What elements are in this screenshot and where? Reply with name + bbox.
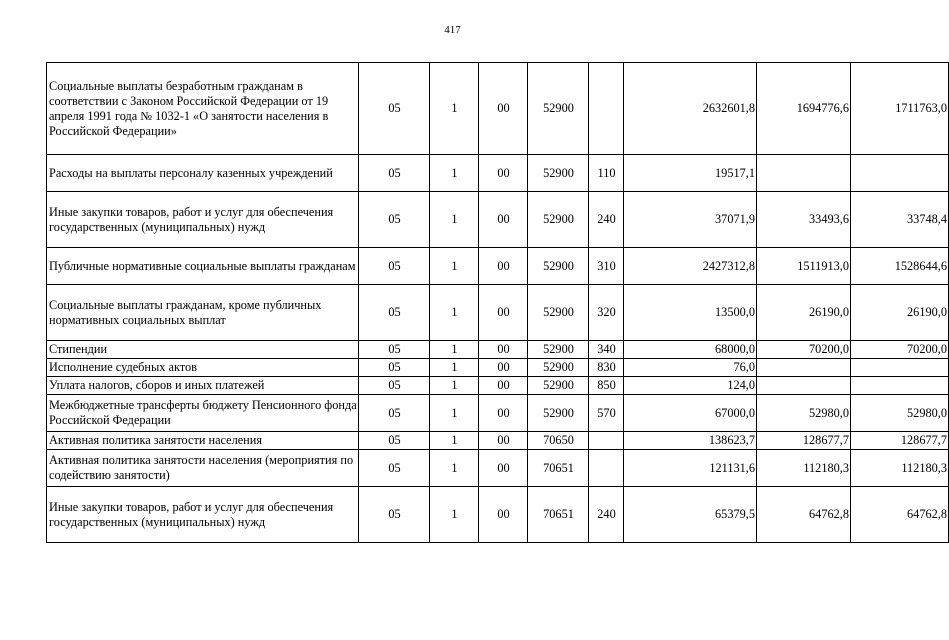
- amount-year-3: 33748,4: [851, 192, 949, 248]
- subsection-code: 1: [430, 341, 479, 359]
- amount-year-1: 65379,5: [624, 487, 757, 543]
- table-row: [47, 377, 949, 395]
- amount-year-2: [757, 377, 851, 395]
- section-code: 05: [359, 63, 430, 155]
- amount-year-1: 68000,0: [624, 341, 757, 359]
- section-code: 05: [359, 248, 430, 285]
- amount-year-1: 67000,0: [624, 395, 757, 432]
- amount-year-2: 1511913,0: [757, 248, 851, 285]
- amount-year-3: [851, 155, 949, 192]
- expense-type: 320: [589, 285, 624, 341]
- amount-year-1: 2632601,8: [624, 63, 757, 155]
- expense-type: 240: [589, 487, 624, 543]
- expense-code: 52900: [528, 359, 589, 377]
- amount-year-2: 26190,0: [757, 285, 851, 341]
- amount-year-3: 128677,7: [851, 432, 949, 450]
- section-code: 05: [359, 450, 430, 487]
- amount-year-1: 138623,7: [624, 432, 757, 450]
- program-code: 00: [479, 432, 528, 450]
- table-row: [47, 395, 949, 432]
- table-row: [47, 192, 949, 248]
- amount-year-2: 52980,0: [757, 395, 851, 432]
- expense-code: 52900: [528, 63, 589, 155]
- amount-year-1: 121131,6: [624, 450, 757, 487]
- subsection-code: 1: [430, 395, 479, 432]
- expense-code: 70651: [528, 450, 589, 487]
- amount-year-1: 19517,1: [624, 155, 757, 192]
- expense-code: 52900: [528, 285, 589, 341]
- subsection-code: 1: [430, 377, 479, 395]
- row-name: Расходы на выплаты персоналу казенных учреждений: [47, 155, 359, 192]
- expense-type: 830: [589, 359, 624, 377]
- amount-year-2: 128677,7: [757, 432, 851, 450]
- row-name: Межбюджетные трансферты бюджету Пенсионного фонда Российской Федерации: [47, 395, 359, 432]
- amount-year-3: 64762,8: [851, 487, 949, 543]
- amount-year-2: [757, 359, 851, 377]
- program-code: 00: [479, 487, 528, 543]
- amount-year-2: 70200,0: [757, 341, 851, 359]
- section-code: 05: [359, 432, 430, 450]
- expense-code: 70651: [528, 487, 589, 543]
- expense-type: [589, 63, 624, 155]
- expense-type: 850: [589, 377, 624, 395]
- program-code: 00: [479, 341, 528, 359]
- amount-year-3: 1528644,6: [851, 248, 949, 285]
- section-code: 05: [359, 285, 430, 341]
- table-row: [47, 341, 949, 359]
- amount-year-1: 2427312,8: [624, 248, 757, 285]
- program-code: 00: [479, 377, 528, 395]
- subsection-code: 1: [430, 192, 479, 248]
- subsection-code: 1: [430, 487, 479, 543]
- table-row: [47, 432, 949, 450]
- row-name: Стипендии: [47, 341, 359, 359]
- program-code: 00: [479, 155, 528, 192]
- expense-code: 70650: [528, 432, 589, 450]
- subsection-code: 1: [430, 359, 479, 377]
- amount-year-3: [851, 359, 949, 377]
- subsection-code: 1: [430, 432, 479, 450]
- amount-year-2: 64762,8: [757, 487, 851, 543]
- table-row: [47, 450, 949, 487]
- subsection-code: 1: [430, 450, 479, 487]
- amount-year-3: 1711763,0: [851, 63, 949, 155]
- expense-code: 52900: [528, 341, 589, 359]
- amount-year-3: 112180,3: [851, 450, 949, 487]
- expense-type: 110: [589, 155, 624, 192]
- amount-year-3: 26190,0: [851, 285, 949, 341]
- section-code: 05: [359, 192, 430, 248]
- amount-year-2: 33493,6: [757, 192, 851, 248]
- subsection-code: 1: [430, 63, 479, 155]
- amount-year-2: 1694776,6: [757, 63, 851, 155]
- row-name: Иные закупки товаров, работ и услуг для обеспечения государственных (муниципальных) нужд: [47, 192, 359, 248]
- program-code: 00: [479, 395, 528, 432]
- expense-type: [589, 450, 624, 487]
- expense-type: [589, 432, 624, 450]
- program-code: 00: [479, 450, 528, 487]
- table-row: [47, 487, 949, 543]
- page-number: 417: [444, 24, 461, 36]
- program-code: 00: [479, 192, 528, 248]
- section-code: 05: [359, 487, 430, 543]
- amount-year-2: 112180,3: [757, 450, 851, 487]
- program-code: 00: [479, 359, 528, 377]
- section-code: 05: [359, 377, 430, 395]
- table-row: [47, 248, 949, 285]
- table-row: [47, 155, 949, 192]
- section-code: 05: [359, 395, 430, 432]
- expense-code: 52900: [528, 248, 589, 285]
- section-code: 05: [359, 359, 430, 377]
- subsection-code: 1: [430, 155, 479, 192]
- amount-year-3: [851, 377, 949, 395]
- expense-code: 52900: [528, 395, 589, 432]
- row-name: Социальные выплаты гражданам, кроме публичных нормативных социальных выплат: [47, 285, 359, 341]
- expense-type: 340: [589, 341, 624, 359]
- amount-year-3: 70200,0: [851, 341, 949, 359]
- amount-year-1: 76,0: [624, 359, 757, 377]
- expense-code: 52900: [528, 192, 589, 248]
- row-name: Социальные выплаты безработным гражданам в соответствии с Законом Российской Федерации от 19 апреля 1991 года № 1032-1 «О занятости населения в Российской Федерации»: [47, 63, 359, 155]
- amount-year-2: [757, 155, 851, 192]
- subsection-code: 1: [430, 285, 479, 341]
- expense-code: 52900: [528, 155, 589, 192]
- expense-type: 570: [589, 395, 624, 432]
- subsection-code: 1: [430, 248, 479, 285]
- table-row: [47, 359, 949, 377]
- expense-code: 52900: [528, 377, 589, 395]
- amount-year-1: 37071,9: [624, 192, 757, 248]
- program-code: 00: [479, 63, 528, 155]
- budget-table: [46, 62, 949, 543]
- program-code: 00: [479, 285, 528, 341]
- amount-year-1: 13500,0: [624, 285, 757, 341]
- row-name: Публичные нормативные социальные выплаты гражданам: [47, 248, 359, 285]
- expense-type: 310: [589, 248, 624, 285]
- row-name: Активная политика занятости населения (мероприятия по содействию занятости): [47, 450, 359, 487]
- row-name: Уплата налогов, сборов и иных платежей: [47, 377, 359, 395]
- program-code: 00: [479, 248, 528, 285]
- section-code: 05: [359, 155, 430, 192]
- amount-year-1: 124,0: [624, 377, 757, 395]
- table-row: [47, 63, 949, 155]
- row-name: Иные закупки товаров, работ и услуг для обеспечения государственных (муниципальных) нужд: [47, 487, 359, 543]
- section-code: 05: [359, 341, 430, 359]
- row-name: Активная политика занятости населения: [47, 432, 359, 450]
- table-row: [47, 285, 949, 341]
- expense-type: 240: [589, 192, 624, 248]
- amount-year-3: 52980,0: [851, 395, 949, 432]
- row-name: Исполнение судебных актов: [47, 359, 359, 377]
